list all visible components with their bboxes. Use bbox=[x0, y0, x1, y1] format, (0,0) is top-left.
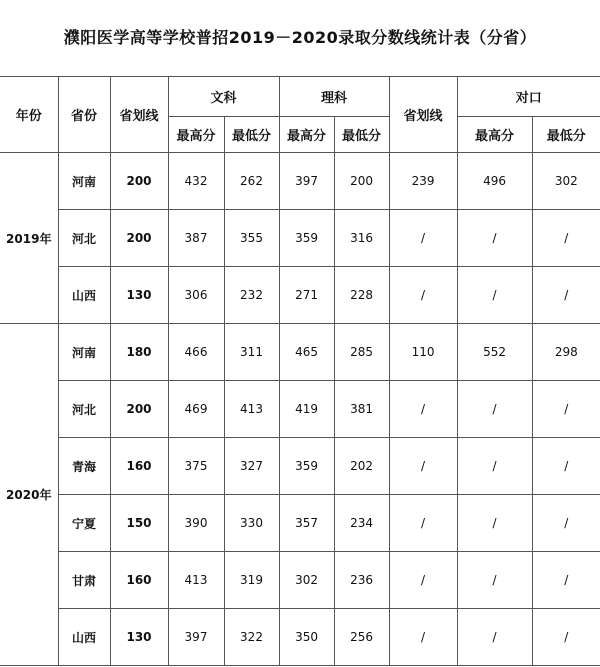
wen-max-cell: 397 bbox=[168, 609, 224, 666]
header-province: 省份 bbox=[58, 77, 110, 153]
table-row bbox=[0, 210, 600, 267]
header-li-lowest: 最低分 bbox=[334, 117, 389, 153]
line-cell: 130 bbox=[110, 267, 168, 324]
li-min-cell: 236 bbox=[334, 552, 389, 609]
li-min-cell: 256 bbox=[334, 609, 389, 666]
li-max-cell: 465 bbox=[279, 324, 334, 381]
dk-min-cell: / bbox=[532, 267, 600, 324]
wen-max-cell: 466 bbox=[168, 324, 224, 381]
wen-max-cell: 469 bbox=[168, 381, 224, 438]
table-row bbox=[0, 324, 600, 381]
dk-min-cell: / bbox=[532, 210, 600, 267]
province-cell: 河北 bbox=[58, 210, 110, 267]
line-cell: 200 bbox=[110, 153, 168, 210]
wen-max-cell: 375 bbox=[168, 438, 224, 495]
li-min-cell: 234 bbox=[334, 495, 389, 552]
li-min-cell: 228 bbox=[334, 267, 389, 324]
li-max-cell: 302 bbox=[279, 552, 334, 609]
dk-line-cell: 239 bbox=[389, 153, 457, 210]
header-dk-lowest: 最低分 bbox=[532, 117, 600, 153]
table-title: 濮阳医学高等学校普招2019－2020录取分数线统计表（分省） bbox=[63, 28, 537, 47]
dk-max-cell: / bbox=[457, 267, 532, 324]
header-provincial-line: 省划线 bbox=[110, 77, 168, 153]
wen-min-cell: 262 bbox=[224, 153, 279, 210]
table-row bbox=[0, 609, 600, 666]
table-row bbox=[0, 438, 600, 495]
li-max-cell: 359 bbox=[279, 210, 334, 267]
province-cell: 河南 bbox=[58, 324, 110, 381]
header-wen-lowest: 最低分 bbox=[224, 117, 279, 153]
dk-line-cell: 110 bbox=[389, 324, 457, 381]
dk-line-cell: / bbox=[389, 609, 457, 666]
li-min-cell: 202 bbox=[334, 438, 389, 495]
province-cell: 河南 bbox=[58, 153, 110, 210]
table-row bbox=[0, 153, 600, 210]
header-liberal-arts: 文科 bbox=[168, 77, 279, 117]
li-max-cell: 397 bbox=[279, 153, 334, 210]
wen-min-cell: 322 bbox=[224, 609, 279, 666]
province-cell: 河北 bbox=[58, 381, 110, 438]
dk-line-cell: / bbox=[389, 438, 457, 495]
dk-max-cell: / bbox=[457, 210, 532, 267]
dk-min-cell: / bbox=[532, 438, 600, 495]
dk-min-cell: 298 bbox=[532, 324, 600, 381]
li-max-cell: 359 bbox=[279, 438, 334, 495]
li-min-cell: 200 bbox=[334, 153, 389, 210]
header-science: 理科 bbox=[279, 77, 389, 117]
line-cell: 200 bbox=[110, 210, 168, 267]
li-max-cell: 357 bbox=[279, 495, 334, 552]
province-cell: 山西 bbox=[58, 609, 110, 666]
province-cell: 青海 bbox=[58, 438, 110, 495]
wen-min-cell: 232 bbox=[224, 267, 279, 324]
year-cell: 2020年 bbox=[0, 324, 58, 666]
wen-min-cell: 330 bbox=[224, 495, 279, 552]
dk-line-cell: / bbox=[389, 381, 457, 438]
header-li-highest: 最高分 bbox=[279, 117, 334, 153]
dk-line-cell: / bbox=[389, 495, 457, 552]
wen-max-cell: 306 bbox=[168, 267, 224, 324]
dk-line-cell: / bbox=[389, 210, 457, 267]
dk-line-cell: / bbox=[389, 552, 457, 609]
wen-min-cell: 327 bbox=[224, 438, 279, 495]
wen-max-cell: 432 bbox=[168, 153, 224, 210]
line-cell: 130 bbox=[110, 609, 168, 666]
dk-line-cell: / bbox=[389, 267, 457, 324]
wen-max-cell: 390 bbox=[168, 495, 224, 552]
wen-min-cell: 413 bbox=[224, 381, 279, 438]
table-row bbox=[0, 267, 600, 324]
dk-max-cell: / bbox=[457, 609, 532, 666]
line-cell: 180 bbox=[110, 324, 168, 381]
dk-min-cell: 302 bbox=[532, 153, 600, 210]
year-cell: 2019年 bbox=[0, 153, 58, 324]
wen-max-cell: 413 bbox=[168, 552, 224, 609]
table-row bbox=[0, 552, 600, 609]
dk-max-cell: 552 bbox=[457, 324, 532, 381]
province-cell: 甘肃 bbox=[58, 552, 110, 609]
dk-max-cell: 496 bbox=[457, 153, 532, 210]
li-min-cell: 285 bbox=[334, 324, 389, 381]
wen-min-cell: 355 bbox=[224, 210, 279, 267]
li-min-cell: 381 bbox=[334, 381, 389, 438]
table-row bbox=[0, 495, 600, 552]
header-provincial-line-duikou: 省划线 bbox=[389, 77, 457, 153]
li-max-cell: 419 bbox=[279, 381, 334, 438]
dk-max-cell: / bbox=[457, 381, 532, 438]
line-cell: 160 bbox=[110, 438, 168, 495]
li-max-cell: 350 bbox=[279, 609, 334, 666]
header-wen-highest: 最高分 bbox=[168, 117, 224, 153]
header-duikou: 对口 bbox=[457, 77, 600, 117]
header-dk-highest: 最高分 bbox=[457, 117, 532, 153]
wen-min-cell: 311 bbox=[224, 324, 279, 381]
line-cell: 160 bbox=[110, 552, 168, 609]
header-year: 年份 bbox=[0, 77, 58, 153]
li-max-cell: 271 bbox=[279, 267, 334, 324]
line-cell: 150 bbox=[110, 495, 168, 552]
province-cell: 山西 bbox=[58, 267, 110, 324]
dk-max-cell: / bbox=[457, 495, 532, 552]
dk-min-cell: / bbox=[532, 552, 600, 609]
dk-min-cell: / bbox=[532, 381, 600, 438]
dk-max-cell: / bbox=[457, 552, 532, 609]
wen-min-cell: 319 bbox=[224, 552, 279, 609]
admission-score-table bbox=[0, 76, 600, 666]
dk-min-cell: / bbox=[532, 609, 600, 666]
province-cell: 宁夏 bbox=[58, 495, 110, 552]
wen-max-cell: 387 bbox=[168, 210, 224, 267]
table-row bbox=[0, 381, 600, 438]
dk-max-cell: / bbox=[457, 438, 532, 495]
line-cell: 200 bbox=[110, 381, 168, 438]
dk-min-cell: / bbox=[532, 495, 600, 552]
li-min-cell: 316 bbox=[334, 210, 389, 267]
